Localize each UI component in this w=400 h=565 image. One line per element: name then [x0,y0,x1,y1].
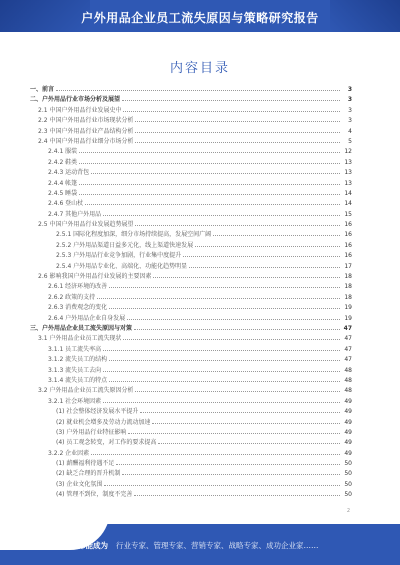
toc-entry[interactable] [30,250,352,260]
toc-leader-dots [153,271,340,278]
toc-entry-text: 3.1 户外用品企业员工流失现状 [38,335,122,343]
toc-leader-dots [135,126,340,133]
toc-entry-text: (3) 企业文化氛围 [56,480,103,488]
toc-heading: 内容目录 [169,61,230,76]
toc-leader-dots [122,468,340,475]
toc-leader-dots [134,489,340,496]
toc-entry[interactable] [30,458,352,468]
toc-entry[interactable] [30,489,352,499]
toc-entry-page: 13 [344,169,352,177]
toc-entry[interactable] [30,178,352,188]
toc-leader-dots [104,479,340,486]
toc-entry-text: 2.4 中国户外用品行业细分市场分析 [38,137,134,145]
toc-leader-dots [135,385,340,392]
toc-leader-dots [79,157,340,164]
toc-entry[interactable] [30,406,352,416]
toc-entry[interactable] [30,271,352,281]
toc-leader-dots [56,84,340,91]
toc-entry-page: 19 [344,314,352,322]
toc-entry[interactable] [30,157,352,167]
toc-entry-page: 47 [344,335,352,343]
toc-entry-text: 2.2 中国户外用品行业市场现状分析 [38,117,134,125]
toc-leader-dots [213,229,340,236]
toc-entry-page: 49 [344,428,352,436]
toc-entry-page: 12 [344,148,352,156]
toc-entry[interactable] [30,292,352,302]
toc-entry-text: 2.4.2 鞋类 [48,158,78,166]
toc-entry[interactable] [30,229,352,239]
toc-entry-page: 48 [344,366,352,374]
toc-entry-page: 49 [344,397,352,405]
report-title: 户外用品企业员工流失原因与策略研究报告 [81,11,319,25]
toc-leader-dots [195,240,340,247]
toc-entry-page: 49 [344,418,352,426]
toc-leader-dots [140,406,340,413]
toc-entry-text: 2.6.1 经济环境的改善 [48,283,108,291]
toc-entry[interactable] [30,188,352,198]
toc-leader-dots [109,354,340,361]
toc-entry-page: 48 [344,376,352,384]
footer-slogan-left: 让每个人都能成为 [48,541,108,550]
toc-entry-page: 18 [344,273,352,281]
toc-leader-dots [79,188,340,195]
toc-entry-text: (2) 缺乏合理的晋升机制 [56,470,121,478]
toc-entry[interactable] [30,396,352,406]
page-number: 2 [346,508,350,514]
toc-entry-text: 2.4.3 运动背包 [48,169,90,177]
toc-entry-text: 2.4.4 帐篷 [48,179,78,187]
toc-leader-dots [103,209,340,216]
toc-leader-dots [109,302,340,309]
toc-entry-text: 2.1 中国户外用品行业发展史中 [38,106,122,114]
toc-entry[interactable] [30,94,352,104]
toc-leader-dots [79,146,340,153]
toc-entry-text: 二、户外用品行业市场分析及展望 [30,96,121,104]
toc-leader-dots [116,458,340,465]
toc-leader-dots [85,198,340,205]
toc-entry[interactable] [30,437,352,447]
toc-entry-text: 2.6.2 政策的支持 [48,293,96,301]
toc-entry[interactable] [30,417,352,427]
toc-entry[interactable] [30,375,352,385]
toc-leader-dots [134,323,340,330]
toc-entry[interactable] [30,136,352,146]
toc-entry-text: 2.3 中国户外用品行业产品结构分析 [38,127,134,135]
toc-entry-text: 3.1.1 员工流失率高 [48,345,102,353]
toc-leader-dots [97,292,340,299]
toc-entry-text: 3.2 户外用品企业员工流失原因分析 [38,387,134,395]
toc-leader-dots [135,115,340,122]
toc-entry-page: 16 [344,252,352,260]
toc-entry[interactable] [30,126,352,136]
toc-entry-page: 50 [344,491,352,499]
toc-entry-page: 50 [344,460,352,468]
toc-leader-dots [127,313,340,320]
toc-entry[interactable] [30,365,352,375]
toc-entry-page: 49 [344,439,352,447]
toc-entry-page: 3 [348,117,352,125]
toc-entry[interactable] [30,354,352,364]
toc-leader-dots [128,427,340,434]
toc-entry-text: 2.4.1 服装 [48,148,78,156]
footer-banner [0,524,400,565]
toc-leader-dots [183,250,340,257]
toc-entry-page: 18 [344,293,352,301]
toc-leader-dots [79,178,340,185]
toc-entry-page: 50 [344,470,352,478]
toc-leader-dots [152,417,340,424]
toc-entry[interactable] [30,146,352,156]
toc-entry[interactable] [30,198,352,208]
toc-entry-page: 17 [344,262,352,270]
toc-entry-page: 16 [344,231,352,239]
toc-leader-dots [135,219,340,226]
toc-entry-text: 2.4.7 其他户外用品 [48,210,102,218]
toc-entry[interactable] [30,105,352,115]
toc-leader-dots [123,333,340,340]
toc-entry-text: 2.5 中国户外用品行业发展趋势展望 [38,221,134,229]
toc-leader-dots [103,396,340,403]
toc-entry-text: 2.6.3 消费观念的变化 [48,304,108,312]
toc-entry-page: 13 [344,158,352,166]
toc-entry-text: 3.2.1 社会环境因素 [48,397,102,405]
toc-leader-dots [103,365,340,372]
toc-entry-text: 2.5.4 户外用品专业化、高端化、功能化趋势明显 [56,262,188,270]
toc-entry-page: 48 [344,387,352,395]
toc-entry[interactable] [30,302,352,312]
toc-leader-dots [103,344,340,351]
toc-entry-text: 2.6 影响我国户外用品行业发展的主要因素 [38,273,152,281]
toc-entry-text: 2.4.6 登山杖 [48,200,84,208]
toc-entry-page: 3 [347,96,352,104]
toc-leader-dots [122,94,340,101]
toc-entry[interactable] [30,240,352,250]
toc-leader-dots [158,437,340,444]
toc-entry[interactable] [30,167,352,177]
toc-entry-text: 3.2.2 企业因素 [48,449,90,457]
toc-entry-text: (2) 就业机会增多及劳动力流动加速 [56,418,151,426]
toc-entry-page: 15 [344,210,352,218]
header-banner [0,0,400,32]
toc-entry-page: 4 [348,127,352,135]
toc-entry-text: (1) 薪酬福利待遇不足 [56,460,115,468]
toc-leader-dots [109,281,340,288]
toc-entry[interactable] [30,313,352,323]
toc-entry[interactable] [30,333,352,343]
toc-leader-dots [109,375,340,382]
toc-entry-text: (4) 管理不到位，制度不完善 [56,491,133,499]
toc-leader-dots [123,105,340,112]
toc-entry-page: 47 [344,356,352,364]
toc-entry-text: (3) 户外用品行业特征影响 [56,428,127,436]
table-of-contents [30,84,352,500]
toc-entry[interactable] [30,281,352,291]
toc-entry[interactable] [30,115,352,125]
toc-entry-text: 3.1.3 流失员工去向 [48,366,102,374]
toc-entry-page: 5 [348,137,352,145]
toc-entry[interactable] [30,323,352,333]
toc-entry-text: 2.5.3 户外用品行业竞争加剧，行业集中度提升 [56,252,182,260]
toc-entry-text: 3.1.4 流失员工的特点 [48,376,108,384]
toc-entry-text: (4) 员工观念转变，对工作的要求提高 [56,439,157,447]
toc-entry-page: 14 [344,200,352,208]
toc-entry-page: 13 [344,179,352,187]
toc-entry-page: 47 [344,345,352,353]
toc-leader-dots [135,136,340,143]
toc-entry-text: 三、户外用品企业员工流失原因与对策 [30,324,133,332]
toc-entry[interactable] [30,427,352,437]
toc-entry-page: 19 [344,304,352,312]
toc-entry[interactable] [30,479,352,489]
toc-entry-text: 2.6.4 户外用品企业自身发展 [48,314,126,322]
toc-leader-dots [91,167,340,174]
toc-entry-page: 16 [344,241,352,249]
toc-entry-text: 2.4.5 睡袋 [48,189,78,197]
toc-entry[interactable] [30,84,352,94]
toc-leader-dots [189,261,340,268]
toc-entry-text: 一、前言 [30,86,55,93]
toc-leader-dots [91,448,340,455]
footer-slogan-right: 行业专家、管理专家、营销专家、战略专家、成功企业家…… [116,541,319,550]
toc-entry[interactable] [30,385,352,395]
toc-entry-page: 49 [344,449,352,457]
toc-entry-page: 3 [347,86,352,93]
toc-entry[interactable] [30,344,352,354]
toc-entry-page: 50 [344,480,352,488]
toc-entry-page: 18 [344,283,352,291]
toc-entry[interactable] [30,209,352,219]
toc-entry-page: 14 [344,189,352,197]
toc-entry-text: (1) 社会整体经济发展水平提升 [56,408,139,416]
toc-entry[interactable] [30,219,352,229]
toc-entry-text: 3.1.2 流失员工的结构 [48,356,108,364]
toc-entry[interactable] [30,468,352,478]
toc-entry-page: 16 [344,221,352,229]
toc-entry[interactable] [30,261,352,271]
toc-entry-page: 49 [344,408,352,416]
toc-entry-text: 2.5.1 国际化程度加深，细分市场持续提高，发展空间广阔 [56,231,212,239]
toc-entry[interactable] [30,448,352,458]
toc-entry-text: 2.5.2 户外用品渠道日益多元化，线上渠道快速发展 [56,241,194,249]
toc-entry-page: 47 [343,324,352,332]
toc-entry-page: 3 [348,106,352,114]
